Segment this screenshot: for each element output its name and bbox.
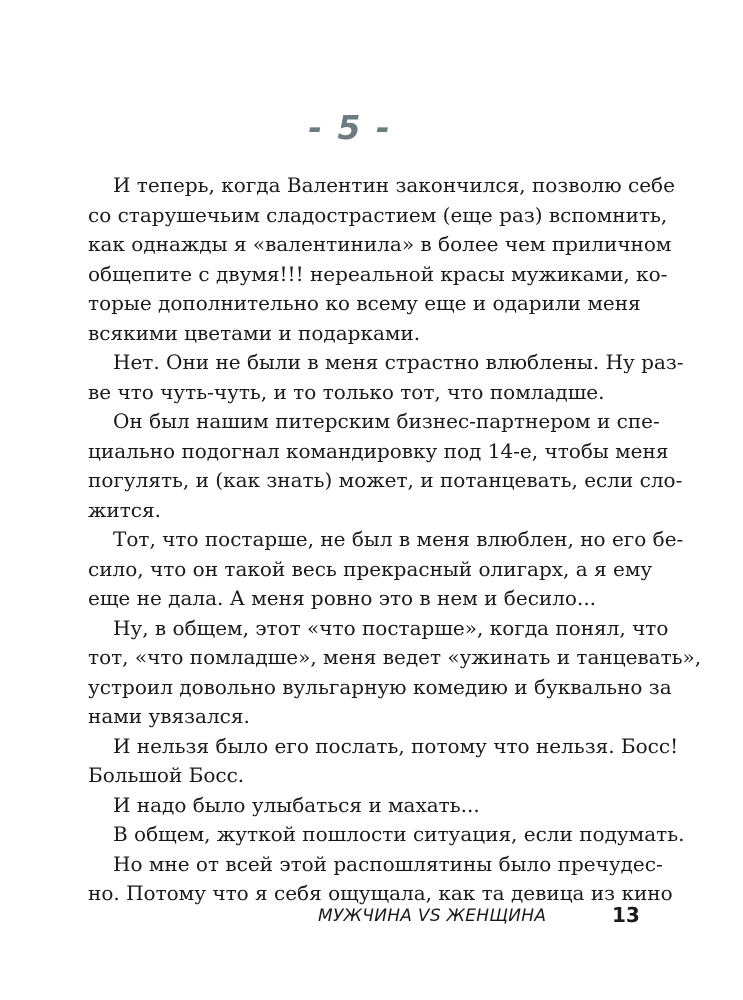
text-line: ве что чуть-чуть, и то только тот, что помладше. — [88, 379, 605, 404]
paragraph — [88, 348, 684, 407]
text-line: И теперь, когда Валентин закончился, позволю себе — [113, 173, 675, 197]
text-line: со старушечьим сладострастием (еще раз) вспомнить, — [88, 202, 668, 227]
text-line: тот, «что помладше», меня ведет «ужинать и танцевать», — [88, 645, 702, 669]
text-line: жится. — [88, 497, 161, 522]
text-line: Но мне от всей этой распошлятины было пречудес- — [113, 851, 663, 876]
paragraph — [88, 407, 683, 525]
text-line: Нет. Они не были в меня страстно влюблены. Ну раз- — [113, 350, 684, 374]
text-line: нами увязался. — [88, 704, 250, 728]
text-line: общепите с двумя!!! нереальной красы мужиками, ко- — [88, 261, 668, 286]
paragraph — [88, 850, 673, 909]
paragraph — [88, 820, 685, 850]
text-line: Он был нашим питерским бизнес-партнером и спе- — [113, 409, 660, 433]
body-text — [88, 171, 702, 909]
text-line: всякими цветами и подарками. — [88, 320, 421, 345]
text-line: Тот, что постарше, не был в меня влюблен, но его бе- — [113, 527, 684, 551]
running-title: МУЖЧИНА VS ЖЕНЩИНА — [318, 906, 547, 926]
text-line: еще не дала. А меня ровно это в нем и бесило... — [88, 586, 597, 610]
text-line: сило, что он такой весь прекрасный олигарх, а я ему — [88, 556, 653, 581]
page-number: 13 — [612, 903, 640, 927]
text-line: И нельзя было его послать, потому что нельзя. Босс! — [113, 733, 679, 758]
paragraph — [88, 791, 640, 821]
text-line: как однажды я «валентинила» в более чем приличном — [88, 232, 672, 256]
paragraph — [88, 614, 702, 732]
text-line: торые дополнительно ко всему еще и одарили меня — [88, 291, 641, 315]
text-line: устроил довольно вульгарную комедию и буквально за — [88, 674, 672, 699]
text-line: Ну, в общем, этот «что постарше», когда понял, что — [113, 615, 669, 640]
text-line: И надо было улыбаться и махать... — [113, 792, 480, 817]
paragraph — [88, 525, 684, 614]
paragraph — [88, 171, 675, 348]
text-line: циально подогнал командировку под 14-е, чтобы меня — [88, 438, 669, 463]
text-line: Большой Босс. — [88, 763, 245, 787]
paragraph — [88, 732, 679, 791]
text-line: погулять, и (как знать) может, и потанцевать, если сло- — [88, 468, 683, 492]
text-line: В общем, жуткой пошлости ситуация, если подумать. — [113, 822, 685, 846]
chapter-number: - 5 - — [308, 108, 392, 147]
text-line: но. Потому что я себя ощущала, как та девица из кино — [88, 881, 673, 905]
